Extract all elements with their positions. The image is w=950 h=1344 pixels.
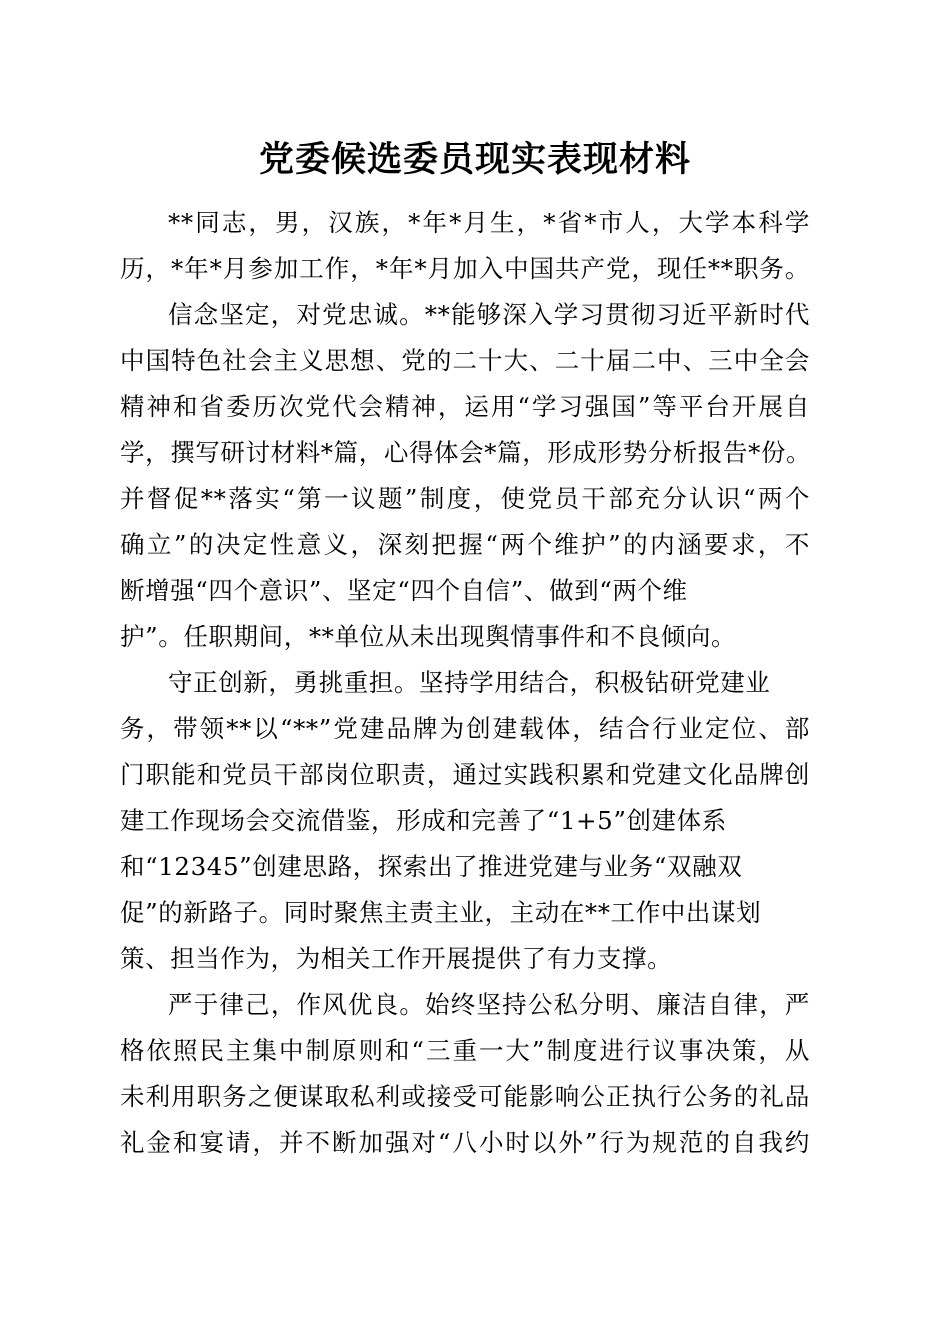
paragraph-line: 信念坚定，对党忠诚。**能够深入学习贯彻习近平新时代	[168, 300, 810, 329]
paragraph-line: 守正创新，勇挑重担。坚持学用结合，积极钻研党建业	[168, 668, 771, 697]
paragraph-line: 务，带领**以“**”党建品牌为创建载体，结合行业定位、部	[120, 714, 810, 743]
paragraph-line: 确立”的决定性意义，深刻把握“两个维护”的内涵要求，不	[120, 530, 810, 559]
paragraph-line: 历，*年*月参加工作，*年*月加入中国共产党，现任**职务。	[120, 254, 810, 283]
paragraph-line: 精神和省委历次党代会精神，运用“学习强国”等平台开展自	[120, 392, 810, 421]
paragraph-line: 格依照民主集中制原则和“三重一大”制度进行议事决策，从	[120, 1036, 810, 1065]
paragraph-line: 并督促**落实“第一议题”制度，使党员干部充分认识“两个	[120, 484, 810, 513]
document-title: 党委候选委员现实表现材料	[258, 139, 691, 180]
paragraph-line: 护”。任职期间，**单位从未出现舆情事件和不良倾向。	[120, 622, 737, 651]
paragraph-line: 中国特色社会主义思想、党的二十大、二十届二中、三中全会	[120, 346, 810, 375]
paragraph-line: 和“12345”创建思路，探索出了推进党建与业务“双融双	[120, 852, 743, 881]
paragraph-line: **同志，男，汉族，*年*月生，*省*市人，大学本科学	[168, 208, 810, 237]
paragraph-line: 严于律己，作风优良。始终坚持公私分明、廉洁自律，严	[168, 990, 810, 1019]
paragraph-line: 断增强“四个意识”、坚定“四个自信”、做到“两个维	[120, 576, 688, 605]
paragraph-line: 礼金和宴请，并不断加强对“八小时以外”行为规范的自我约	[120, 1128, 810, 1157]
paragraph-line: 门职能和党员干部岗位职责，通过实践积累和党建文化品牌创	[120, 760, 810, 789]
paragraph-line: 促”的新路子。同时聚焦主责主业，主动在**工作中出谋划	[120, 898, 762, 927]
paragraph-line: 策、担当作为，为相关工作开展提供了有力支撑。	[120, 944, 673, 973]
paragraph-line: 建工作现场会交流借鉴，形成和完善了“1+5”创建体系	[120, 806, 727, 835]
paragraph-line: 学，撰写研讨材料*篇，心得体会*篇，形成形势分析报告*份。	[120, 438, 812, 467]
paragraph-line: 未利用职务之便谋取私利或接受可能影响公正执行公务的礼品	[120, 1082, 810, 1111]
